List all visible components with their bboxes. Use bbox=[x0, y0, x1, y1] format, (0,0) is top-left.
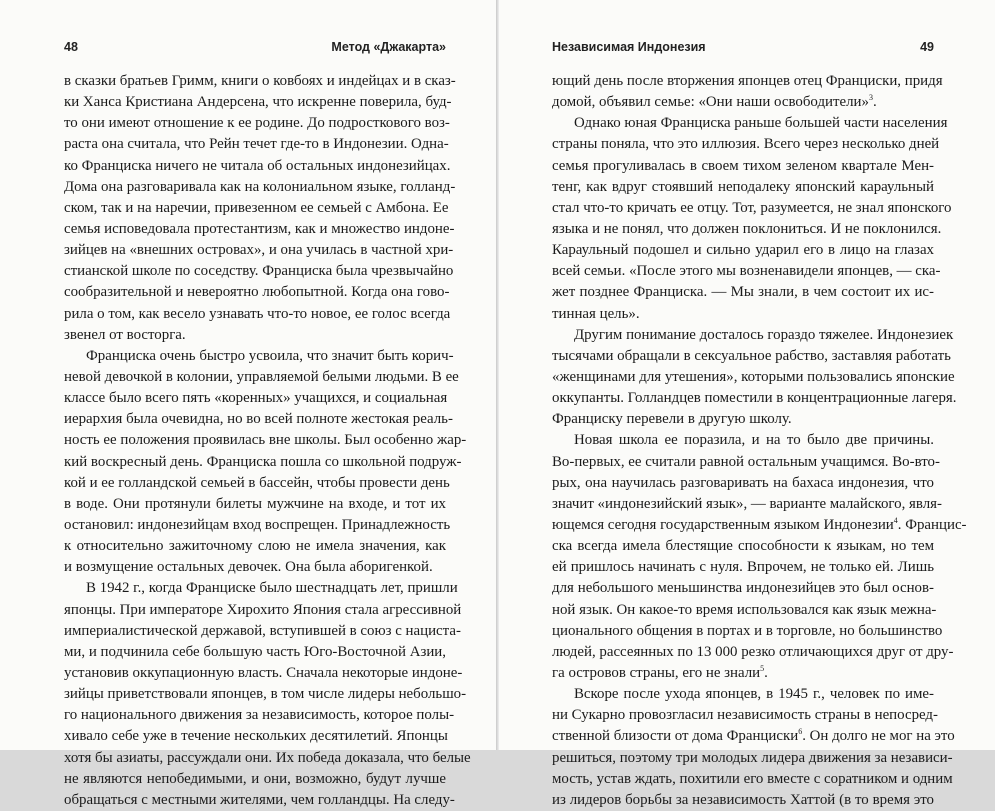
line-text: империалистической державой, вступившей в союз с нациста- bbox=[64, 622, 461, 639]
text-line bbox=[552, 769, 953, 790]
text-line bbox=[64, 113, 450, 134]
right-running-head bbox=[552, 40, 934, 58]
line-text: ском, так и на наречии, привезенном ее семьей с Амбона. Ее bbox=[64, 199, 449, 216]
text-line bbox=[552, 705, 938, 726]
line-text: людей, рассеянных по 13 000 резко отличающихся друг от дру- bbox=[552, 643, 954, 660]
line-text: решиться, поэтому три молодых лидера движения за независи- bbox=[552, 749, 953, 766]
line-text: из лидеров борьбы за независимость Хаттой (в то время это bbox=[552, 791, 934, 808]
text-line bbox=[64, 388, 446, 409]
text-line bbox=[64, 557, 446, 578]
text-line bbox=[64, 494, 446, 515]
line-text: японцы. При императоре Хирохито Япония стала агрессивной bbox=[64, 601, 462, 618]
text-line bbox=[552, 346, 951, 367]
line-text: оккупанты. Голландцев поместили в концентрационные лагеря. bbox=[552, 390, 957, 407]
line-text: установив оккупационную власть. Сначала некоторые индоне- bbox=[64, 664, 463, 681]
line-text: ска всегда имела блестящие способности к языкам, но тем bbox=[552, 538, 934, 555]
line-text-after: . bbox=[764, 664, 768, 681]
text-line bbox=[64, 282, 450, 303]
text-line bbox=[552, 177, 934, 198]
line-text: мость, устав ждать, похитили его вместе с соратником и одним bbox=[552, 770, 953, 787]
line-text: семья прогуливалась в своем тихом зеленом квартале Мен- bbox=[552, 157, 934, 174]
line-text: кий воскресный день. Франциска пошла со школьной подруж- bbox=[64, 453, 462, 470]
line-text: Однако юная Франциска раньше большей части населения bbox=[574, 115, 948, 132]
text-line bbox=[64, 92, 452, 113]
line-text: невой девочкой в колонии, управляемой белыми людьми. В ее bbox=[64, 368, 459, 385]
text-line bbox=[64, 684, 467, 705]
text-line bbox=[64, 536, 446, 557]
text-line bbox=[552, 536, 934, 557]
line-text: ной язык. Он какое-то время использовался как язык межна- bbox=[552, 601, 937, 618]
text-line bbox=[552, 430, 934, 451]
text-line bbox=[64, 367, 459, 388]
text-line bbox=[64, 452, 462, 473]
text-line bbox=[552, 642, 954, 663]
text-line bbox=[552, 790, 934, 811]
line-text: обращаться с местными жителями, чем голландцы. На следу- bbox=[64, 791, 455, 808]
text-line bbox=[64, 156, 451, 177]
line-text: кой и ее голландской семьей в бассейн, чтобы провести день bbox=[64, 474, 450, 491]
line-text: Другим понимание досталось гораздо тяжелее. Индонезиек bbox=[574, 326, 954, 343]
line-text: ко Франциска ничего не читала об остальных индонезийцах. bbox=[64, 157, 451, 174]
text-line bbox=[64, 177, 456, 198]
text-line bbox=[552, 134, 940, 155]
text-line bbox=[552, 261, 941, 282]
line-text: раста она считала, что Рейн течет где-то в Индонезии. Одна- bbox=[64, 136, 449, 153]
text-line bbox=[552, 409, 934, 430]
text-line bbox=[64, 409, 453, 430]
text-line bbox=[64, 769, 446, 790]
line-text: ни Сукарно провозгласил независимость страны в непосред- bbox=[552, 707, 938, 724]
text-line bbox=[64, 346, 454, 367]
text-line bbox=[64, 240, 454, 261]
line-text: Франциска очень быстро усвоила, что значит быть корич- bbox=[86, 347, 454, 364]
line-text: значит «индонезийский язык», — варианте малайского, явля- bbox=[552, 495, 942, 512]
text-line bbox=[552, 621, 943, 642]
right-body-text bbox=[552, 71, 967, 811]
line-text-after: . Францис- bbox=[897, 516, 967, 533]
text-line bbox=[552, 92, 934, 113]
line-text: хивало себе уже в течение нескольких десятилетий. Японцы bbox=[64, 728, 448, 745]
line-text: жет позднее Франциска. — Мы знали, в чем состоит их ис- bbox=[552, 284, 934, 301]
text-line bbox=[552, 515, 967, 536]
text-line bbox=[64, 726, 446, 747]
text-line bbox=[552, 240, 934, 261]
line-text: Франциску перевели в другую школу. bbox=[552, 411, 792, 428]
text-line bbox=[64, 642, 446, 663]
text-line bbox=[552, 494, 942, 515]
text-line bbox=[64, 430, 467, 451]
text-line bbox=[552, 304, 934, 325]
line-text: рила о том, как весело узнавать что-то новое, ее голос всегда bbox=[64, 305, 451, 322]
line-text: сообразительной и невероятно любопытной. Когда она гово- bbox=[64, 284, 450, 301]
left-page bbox=[0, 0, 496, 808]
text-line bbox=[552, 219, 942, 240]
text-line bbox=[552, 388, 957, 409]
line-text: страны поняла, что это иллюзия. Всего через несколько дней bbox=[552, 136, 940, 153]
text-line bbox=[64, 600, 462, 621]
line-text: зийцы приветствовали японцев, в том числе лидеры небольшо- bbox=[64, 686, 467, 703]
line-text: ки Ханса Кристиана Андерсена, что искренне поверила, буд- bbox=[64, 94, 452, 111]
line-text: ность ее положения проявилась вне школы. Был особенно жар- bbox=[64, 432, 467, 449]
text-line bbox=[552, 473, 934, 494]
footnote-ref: 5 bbox=[760, 663, 765, 673]
text-line bbox=[552, 325, 954, 346]
footnote-ref: 6 bbox=[798, 727, 803, 737]
text-line bbox=[64, 515, 451, 536]
text-line bbox=[64, 261, 454, 282]
line-text: Дома она разговаривала как на колониальном языке, голланд- bbox=[64, 178, 456, 195]
text-line bbox=[552, 557, 934, 578]
line-text: стал что-то кричать ее отцу. Тот, разумеется, не знал японского bbox=[552, 199, 952, 216]
line-text: семья исповедовала протестантизм, как и множество индоне- bbox=[64, 220, 455, 237]
line-text: ей пришлось начинать с нуля. Впрочем, не только ей. Лишь bbox=[552, 559, 934, 576]
line-text-after: . Он долго не мог на это bbox=[802, 728, 955, 745]
left-page-number: 48 bbox=[64, 40, 78, 54]
text-line bbox=[552, 600, 937, 621]
line-text: иерархия была очевидна, но во всей полноте жестокая реаль- bbox=[64, 411, 453, 428]
text-line bbox=[552, 113, 948, 134]
text-line bbox=[64, 304, 451, 325]
line-text: и возмущение остальных девочек. Она была аборигенкой. bbox=[64, 559, 433, 576]
left-running-head bbox=[64, 40, 446, 58]
text-line bbox=[552, 367, 955, 388]
line-text: тинная цель». bbox=[552, 305, 640, 322]
line-text: ми, и подчинила себе большую часть Юго-Восточной Азии, bbox=[64, 643, 446, 660]
line-text: Караульный подошел и сильно ударил его в лицо на глазах bbox=[552, 242, 934, 259]
text-line bbox=[552, 71, 943, 92]
line-text: Вскоре после ухода японцев, в 1945 г., человек по име- bbox=[574, 686, 934, 703]
line-text: классе было всего пять «коренных» учащихся, и социальная bbox=[64, 390, 448, 407]
line-text: тысячами обращали в сексуальное рабство, заставляя работать bbox=[552, 347, 951, 364]
line-text: Во-первых, ее считали равной остальным учащимся. Во-вто- bbox=[552, 453, 940, 470]
line-text: в воде. Они протянули билеты мужчине на входе, и тот их bbox=[64, 495, 446, 512]
left-running-title: Метод «Джакарта» bbox=[331, 40, 446, 54]
text-line bbox=[552, 198, 952, 219]
line-text: «женщинами для утешения», которыми пользовались японские bbox=[552, 368, 955, 385]
line-text: ющемся сегодня государственным языком Индонезии bbox=[552, 516, 894, 533]
text-line bbox=[64, 578, 458, 599]
line-text: хотя бы азиаты, рассуждали они. Их победа доказала, что белые bbox=[64, 749, 471, 766]
text-line bbox=[552, 578, 934, 599]
line-text: тенг, как вдруг стоявший неподалеку японский караульный bbox=[552, 178, 934, 195]
line-text: к относительно зажиточному слою не имела значения, как bbox=[64, 538, 446, 555]
right-page bbox=[499, 0, 995, 808]
line-text: остановил: индонезийцам вход воспрещен. Принадлежность bbox=[64, 516, 451, 533]
text-line bbox=[552, 726, 955, 747]
line-text: В 1942 г., когда Франциске было шестнадцать лет, пришли bbox=[86, 580, 458, 597]
text-line bbox=[552, 684, 934, 705]
line-text: го национального движения за независимость, которое полы- bbox=[64, 707, 455, 724]
line-text: стианской школе по соседству. Франциска была чрезвычайно bbox=[64, 263, 454, 280]
line-text: всей семьи. «После этого мы возненавидели японцев, — ска- bbox=[552, 263, 941, 280]
line-text: языка и не понял, что должен поклониться. И не поклонился. bbox=[552, 220, 942, 237]
text-line bbox=[64, 790, 455, 811]
text-line bbox=[64, 134, 449, 155]
right-running-title: Независимая Индонезия bbox=[552, 40, 706, 54]
text-line bbox=[64, 473, 450, 494]
text-line bbox=[64, 748, 471, 769]
text-line bbox=[552, 663, 934, 684]
line-text: то они имеют отношение к ее родине. До подросткового воз- bbox=[64, 115, 450, 132]
line-text: ственной близости от дома Франциски bbox=[552, 728, 799, 745]
text-line bbox=[64, 219, 455, 240]
line-text: звенел от восторга. bbox=[64, 326, 186, 343]
footnote-ref: 4 bbox=[893, 515, 898, 525]
line-text: рых, она научилась разговаривать на бахаса индонезия, что bbox=[552, 474, 934, 491]
line-text: домой, объявил семье: «Они наши освободители» bbox=[552, 94, 869, 111]
text-line bbox=[64, 198, 449, 219]
line-text: зийцев на «внешних островах», и она училась в частной хри- bbox=[64, 242, 454, 259]
line-text: га островов страны, его не знали bbox=[552, 664, 761, 681]
text-line bbox=[64, 71, 456, 92]
line-text: ющий день после вторжения японцев отец Франциски, придя bbox=[552, 73, 943, 89]
text-line bbox=[552, 452, 940, 473]
text-line bbox=[64, 705, 455, 726]
text-line bbox=[64, 663, 463, 684]
footnote-ref: 3 bbox=[868, 93, 873, 103]
line-text: не являются непобедимыми, и они, возможно, будут лучше bbox=[64, 770, 446, 787]
text-line bbox=[552, 282, 934, 303]
text-line bbox=[552, 156, 934, 177]
line-text: ционального общения в портах и в торговле, но большинство bbox=[552, 622, 943, 639]
line-text-after: . bbox=[872, 94, 877, 111]
line-text: Новая школа ее поразила, и на то было две причины. bbox=[574, 432, 934, 449]
left-body-text bbox=[64, 71, 471, 811]
line-text: для небольшого меньшинства индонезийцев это был основ- bbox=[552, 580, 934, 597]
text-line bbox=[64, 621, 461, 642]
right-page-number: 49 bbox=[920, 40, 934, 54]
text-line bbox=[552, 748, 953, 769]
line-text: в сказки братьев Гримм, книги о ковбоях и индейцах и в сказ- bbox=[64, 73, 456, 89]
text-line bbox=[64, 325, 446, 346]
